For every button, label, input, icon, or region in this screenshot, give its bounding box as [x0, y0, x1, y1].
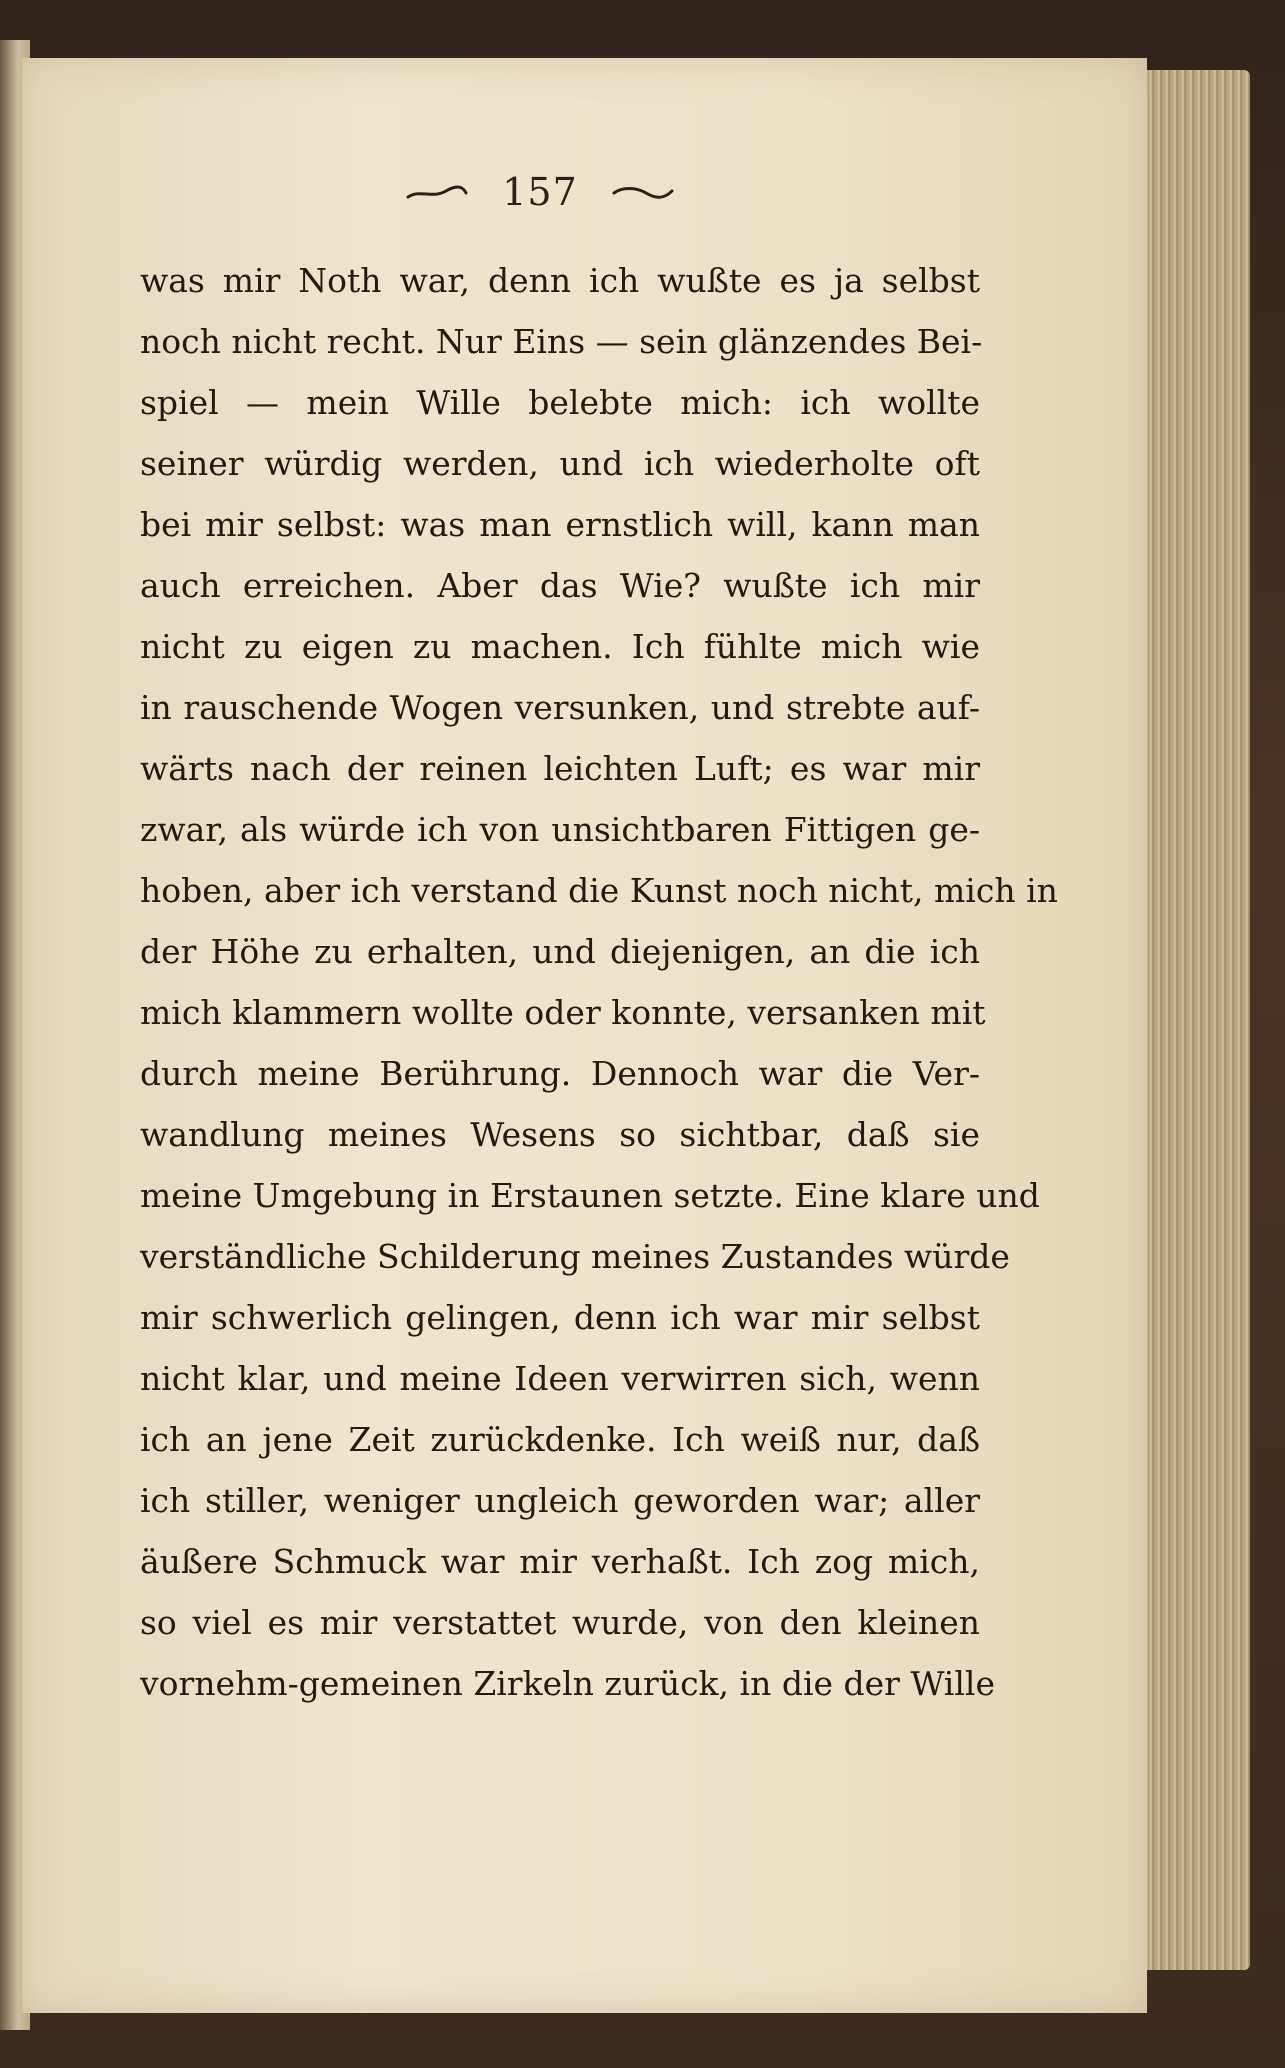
text-line: ich stiller, weniger ungleich geworden war; aller: [140, 1481, 980, 1520]
text-line: so viel es mir verstattet wurde, von den kleinen: [140, 1603, 980, 1642]
text-line: auch erreichen. Aber das Wie? wußte ich mir: [140, 566, 980, 605]
body-text: [140, 250, 1058, 1714]
text-line: mich klammern wollte oder konnte, versanken mit: [140, 993, 986, 1032]
text-line: der Höhe zu erhalten, und diejenigen, an die ich: [140, 932, 980, 971]
text-line: verständliche Schilderung meines Zustandes würde: [140, 1237, 1010, 1276]
text-line: nicht zu eigen zu machen. Ich fühlte mich wie: [140, 627, 980, 666]
text-line: vornehm-gemeinen Zirkeln zurück, in die der Wille: [140, 1664, 995, 1703]
text-line: in rauschende Wogen versunken, und strebte auf-: [140, 688, 980, 727]
text-line: wärts nach der reinen leichten Luft; es war mir: [140, 749, 980, 788]
text-line: ich an jene Zeit zurückdenke. Ich weiß nur, daß: [140, 1420, 980, 1459]
text-line: durch meine Berührung. Dennoch war die Ver-: [140, 1054, 980, 1093]
text-line: spiel — mein Wille belebte mich: ich wollte: [140, 383, 980, 422]
left-flourish-ornament: [406, 183, 468, 201]
right-flourish-ornament: [612, 183, 674, 201]
text-line: mir schwerlich gelingen, denn ich war mir selbst: [140, 1298, 980, 1337]
text-line: seiner würdig werden, und ich wiederholte oft: [140, 444, 980, 483]
text-line: hoben, aber ich verstand die Kunst noch nicht, mich in: [140, 871, 1058, 910]
text-line: meine Umgebung in Erstaunen setzte. Eine klare und: [140, 1176, 1040, 1215]
text-line: noch nicht recht. Nur Eins — sein glänzendes Bei-: [140, 322, 983, 361]
page-number: 157: [502, 170, 578, 214]
text-line: was mir Noth war, denn ich wußte es ja selbst: [140, 261, 980, 300]
text-line: nicht klar, und meine Ideen verwirren sich, wenn: [140, 1359, 980, 1398]
page-fore-edge: [1140, 70, 1250, 1970]
text-line: wandlung meines Wesens so sichtbar, daß sie: [140, 1115, 980, 1154]
page-header: [400, 162, 680, 222]
text-line: bei mir selbst: was man ernstlich will, kann man: [140, 505, 980, 544]
text-line: äußere Schmuck war mir verhaßt. Ich zog mich,: [140, 1542, 980, 1581]
text-line: zwar, als würde ich von unsichtbaren Fittigen ge-: [140, 810, 980, 849]
